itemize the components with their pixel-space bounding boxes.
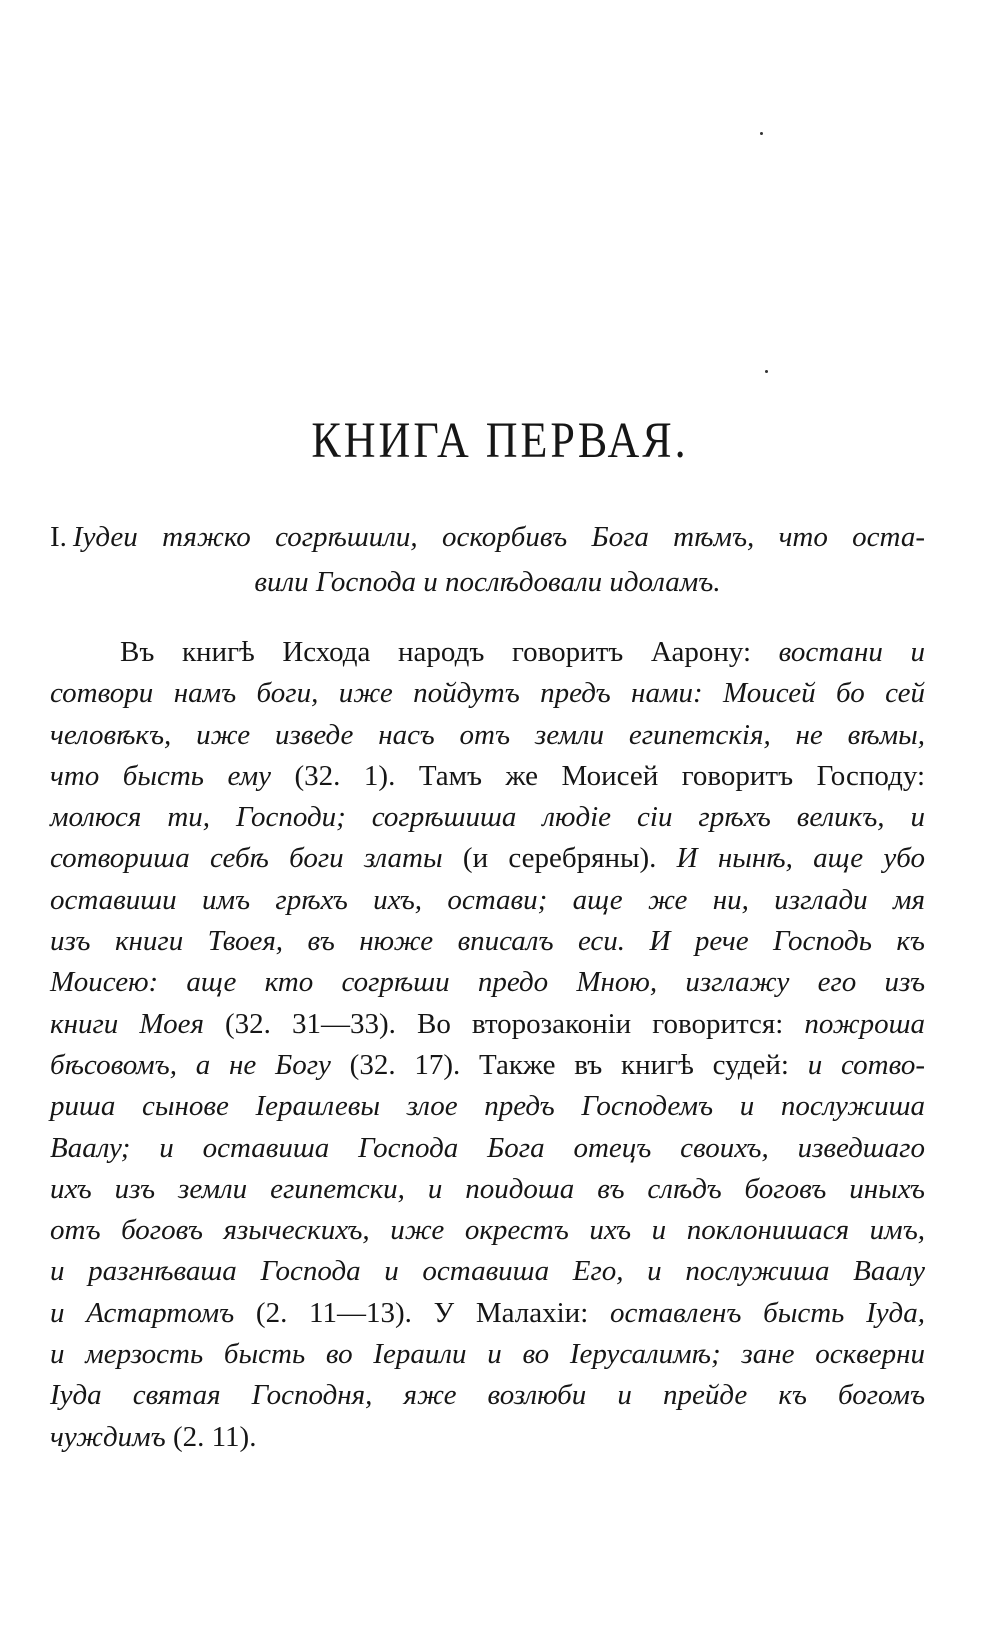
- text-line: [50, 673, 925, 714]
- text-span: (32. 31—33). Во второзаконіи говорится:: [203, 1007, 805, 1040]
- text-span: (и серебряны).: [442, 842, 677, 875]
- text-line: [50, 962, 925, 1003]
- quote-span: оставленъ бысть Іуда,: [609, 1296, 925, 1329]
- quote-span: сотвори намъ боги, иже пойдутъ предъ нами: Моисей бо сей: [50, 677, 925, 710]
- text-line: [50, 1293, 925, 1334]
- quote-span: Ваалу; и оставиша Господа Бога отецъ своихъ, изведшаго: [50, 1131, 925, 1164]
- text-line: [50, 1210, 925, 1251]
- text-line: [50, 797, 925, 838]
- text-line: [50, 880, 925, 921]
- text-line: [50, 1128, 925, 1169]
- text-span: Въ книгѣ Исхода народъ говоритъ Аарону:: [120, 636, 779, 668]
- section-heading: [50, 515, 925, 605]
- text-line: [50, 1251, 925, 1292]
- section-heading-text-1: Іудеи тяжко согрѣшили, оскорбивъ Бога тѣмъ, что оста-: [72, 521, 925, 553]
- text-span: (32. 17). Также въ книгѣ судей:: [330, 1048, 808, 1081]
- quote-span: Моисею: аще кто согрѣши предо Мною, изглажу его изъ: [50, 966, 925, 999]
- quote-span: ихъ изъ земли египетски, и поидоша въ слѣдъ боговъ иныхъ: [50, 1172, 925, 1205]
- body-paragraph: [50, 632, 925, 1458]
- quote-span: востани и: [778, 636, 926, 668]
- quote-span: сотвориша себѣ боги златы: [50, 842, 443, 875]
- section-heading-line-1: [50, 515, 925, 560]
- quote-span: оставиши имъ грѣхъ ихъ, остави; аще же ни, изглади мя: [50, 883, 925, 916]
- quote-span: человѣкъ, иже изведе насъ отъ земли египетскія, не вѣмы,: [50, 718, 925, 751]
- text-line: [50, 715, 925, 756]
- text-span: (32. 1). Тамъ же Моисей говоритъ Господу:: [271, 759, 926, 792]
- text-line: [50, 756, 925, 797]
- text-line: [50, 1086, 925, 1127]
- text-line: [50, 1334, 925, 1375]
- book-title: КНИГА ПЕРВАЯ.: [311, 412, 689, 469]
- quote-span: книги Моея: [50, 1007, 204, 1040]
- quote-span: что бысть ему: [50, 759, 272, 792]
- text-span: (2. 11).: [165, 1420, 257, 1453]
- quote-span: И нынѣ, аще убо: [676, 842, 925, 875]
- text-line: [50, 838, 925, 879]
- text-line: [50, 1169, 925, 1210]
- quote-span: и разгнѣваша Господа и оставиша Его, и послужиша Ваалу: [50, 1255, 925, 1288]
- text-line: [50, 1375, 925, 1416]
- text-line: [50, 632, 925, 673]
- text-span: (2. 11—13). У Малахіи:: [234, 1296, 610, 1329]
- quote-span: молюся ти, Господи; согрѣшиша людіе сіи грѣхъ великъ, и: [50, 801, 925, 834]
- quote-span: риша сынове Іераилевы злое предъ Господемъ и послужиша: [50, 1090, 925, 1123]
- section-heading-text-2: вили Господа и послѣдовали идоламъ.: [254, 566, 721, 598]
- scan-speck: [760, 132, 763, 135]
- quote-span: бѣсовомъ, а не Богу: [50, 1048, 331, 1081]
- quote-span: Іуда святая Господня, яже возлюби и прейде къ богомъ: [50, 1379, 925, 1412]
- quote-span: отъ боговъ языческихъ, иже окрестъ ихъ и поклонишася имъ,: [50, 1214, 925, 1247]
- section-number: I.: [50, 521, 67, 553]
- quote-span: пожроша: [804, 1007, 925, 1040]
- section-heading-line-2: [50, 560, 925, 605]
- quote-span: и сотво-: [807, 1048, 925, 1081]
- text-line: [50, 1004, 925, 1045]
- text-line: [50, 921, 925, 962]
- scan-speck: [765, 370, 768, 373]
- quote-span: и Астартомъ: [50, 1296, 235, 1329]
- quote-span: изъ книги Твоея, въ нюже вписалъ еси. И рече Господь къ: [50, 925, 925, 958]
- text-line: [50, 1045, 925, 1086]
- quote-span: чуждимъ: [50, 1420, 166, 1453]
- text-line: [50, 1417, 925, 1458]
- quote-span: и мерзость бысть во Іераили и во Іерусалимѣ; зане оскверни: [50, 1338, 925, 1371]
